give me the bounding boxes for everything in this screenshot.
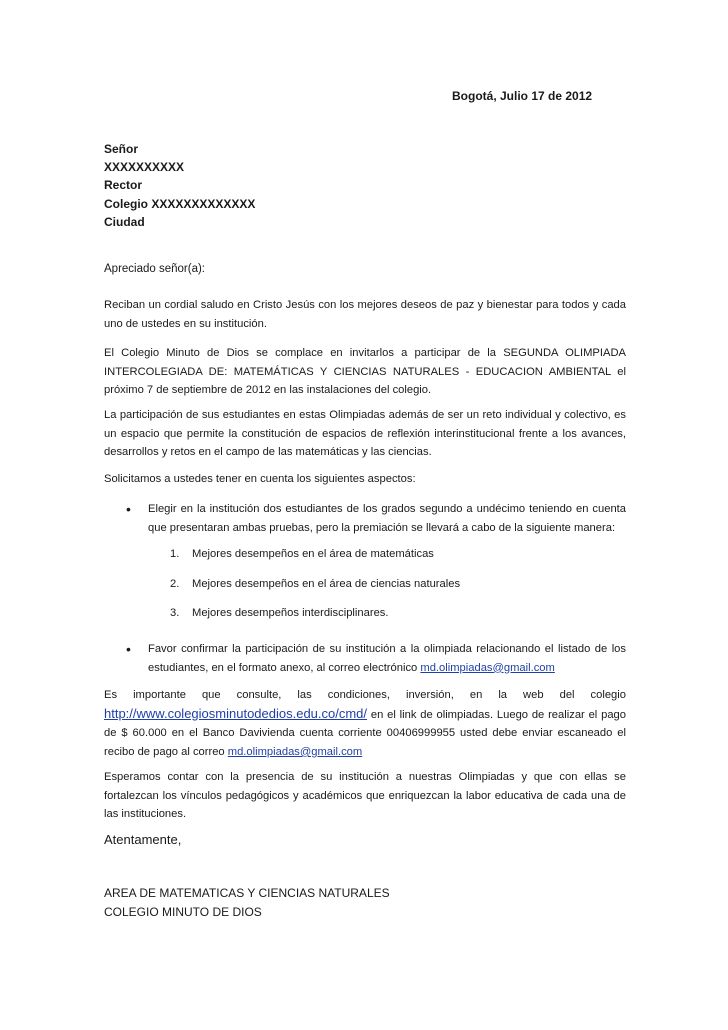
- bullet-confirm-text: Favor confirmar la participación de su institución a la olimpiada relacionando el listado de los estudiantes, en el formato anexo, al correo electrónico: [148, 643, 626, 674]
- website-link[interactable]: http://www.colegiosminutodedios.edu.co/cmd/: [104, 705, 368, 721]
- email-link[interactable]: md.olimpiadas@gmail.com: [420, 661, 555, 674]
- paragraph-greeting: Reciban un cordial saludo en Cristo Jesús con los mejores deseos de paz y bienestar para todos y cada uno de ustedes en su institución.: [104, 299, 626, 330]
- item-text: Mejores desempeños en el área de matemáticas: [192, 548, 434, 560]
- numbered-item-2: [170, 578, 460, 590]
- recipient-name: XXXXXXXXXX: [104, 160, 185, 175]
- numbered-item-3: [170, 607, 389, 619]
- recipient-school: Colegio XXXXXXXXXXXXX: [104, 196, 256, 211]
- signature-area: AREA DE MATEMATICAS Y CIENCIAS NATURALES: [104, 886, 390, 900]
- item-text: Mejores desempeños en el área de ciencias naturales: [192, 578, 461, 590]
- recipient-block: [104, 140, 255, 231]
- signature-block: [104, 884, 390, 921]
- item-number: 3.: [170, 607, 180, 619]
- email-link-payment[interactable]: md.olimpiadas@gmail.com: [227, 745, 363, 758]
- recipient-position: Rector: [104, 178, 143, 193]
- paragraph-invitation: El Colegio Minuto de Dios se complace en invitarlos a participar de la SEGUNDA OLIMPIADA INTERCOLEGIADA DE: MATEMÁTICAS Y CIENCIAS NATURALES - EDUCACION AMBIENTAL el próximo 7 de septiembre de 2012 en las instalaciones del colegio.: [104, 347, 626, 397]
- bullet-icon: •: [126, 501, 131, 517]
- bullet-icon: •: [126, 641, 131, 657]
- paragraph-hope: Esperamos contar con la presencia de su institución a nuestras Olimpiadas y que con ellas se fortalezcan los vínculos pedagógicos y académicos que enriquezcan la labor educativa de cada una de las instituciones.: [104, 771, 626, 821]
- item-number: 2.: [170, 578, 180, 590]
- item-number: 1.: [170, 548, 180, 560]
- paragraph-participation: La participación de sus estudiantes en estas Olimpiadas además de ser un reto individual y colectivo, es un espacio que permite la constitución de espacios de reflexión interinstitucional frente a los avances, desarrollos y retos en el campo de las matemáticas y las ciencias.: [104, 409, 626, 459]
- payment-intro: Es importante que consulte, las condiciones, inversión, en la web del colegio: [104, 689, 626, 701]
- signature-school: COLEGIO MINUTO DE DIOS: [104, 904, 262, 919]
- numbered-item-1: [170, 548, 434, 560]
- bullet-text: Elegir en la institución dos estudiantes de los grados segundo a undécimo teniendo en cuenta que presentaran ambas pruebas, pero la premiación se llevará a cabo de la siguiente manera:: [148, 503, 626, 534]
- item-text: Mejores desempeños interdisciplinares.: [192, 607, 389, 619]
- paragraph-aspects: Solicitamos a ustedes tener en cuenta los siguientes aspectos:: [104, 473, 416, 485]
- bullet-text: [148, 640, 626, 677]
- letter-date: Bogotá, Julio 17 de 2012: [452, 89, 593, 103]
- paragraph-payment: [104, 686, 626, 761]
- closing: Atentamente,: [104, 832, 182, 847]
- greeting: Apreciado señor(a):: [104, 263, 205, 275]
- recipient-title: Señor: [104, 142, 139, 156]
- recipient-city: Ciudad: [104, 214, 145, 229]
- payment-details: en el link de olimpiadas. Luego de realizar el pago de $ 60.000 en el Banco Davivienda cuenta corriente 00406999955 usted debe enviar escaneado el recibo de pago al correo: [104, 708, 626, 758]
